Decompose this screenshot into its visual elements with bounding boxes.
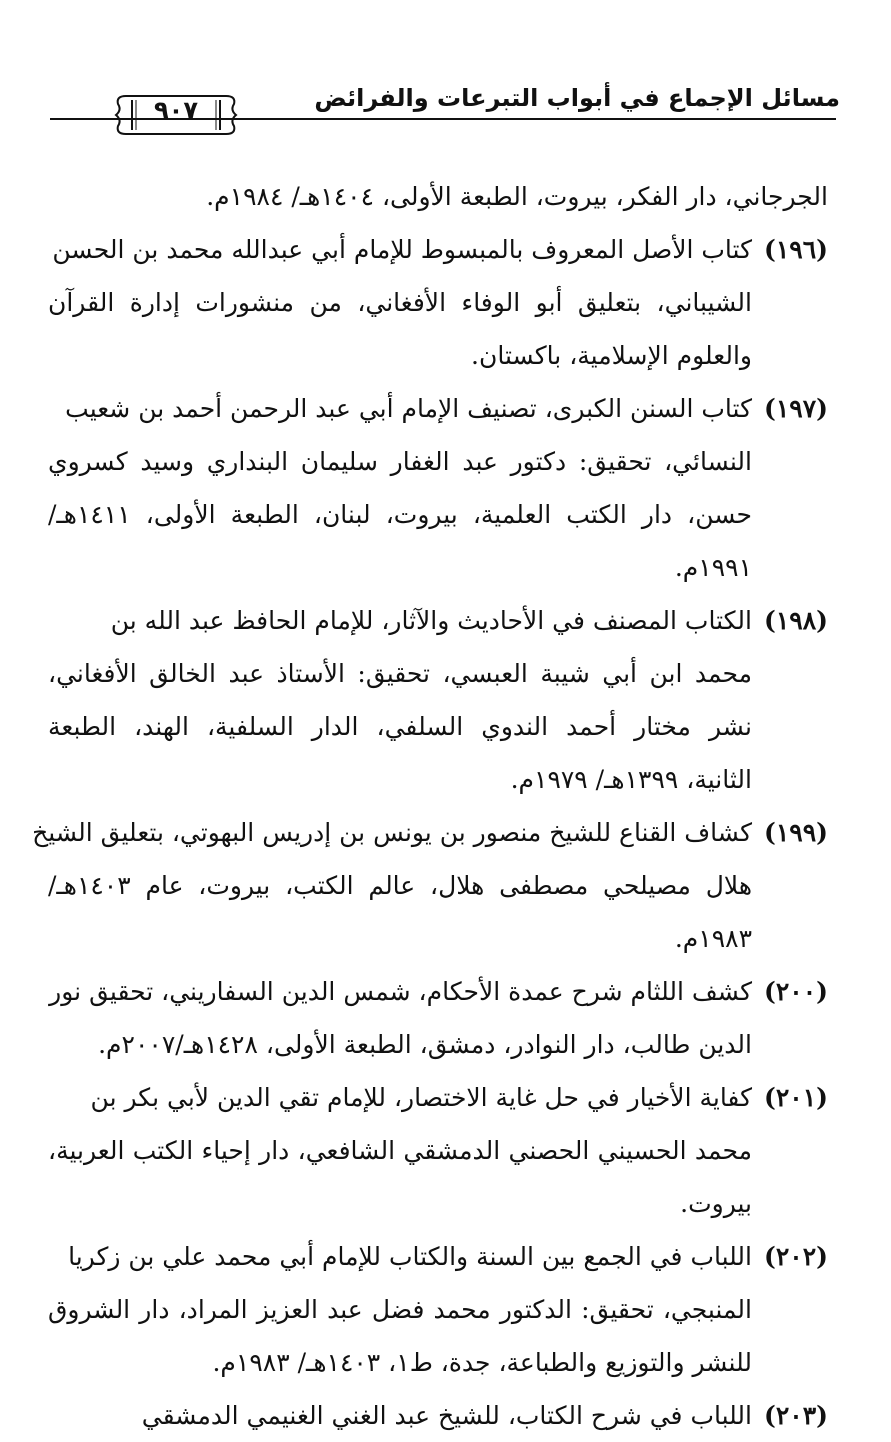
bibliography-entry bbox=[48, 594, 828, 806]
bibliography-entry bbox=[48, 223, 828, 382]
bibliography-entry bbox=[48, 1389, 828, 1442]
bibliography-entry bbox=[48, 382, 828, 594]
entry-first-line bbox=[48, 382, 828, 435]
bibliography-entry bbox=[48, 1230, 828, 1389]
entry-text-line: للنشر والتوزيع والطباعة، جدة، ط١، ١٤٠٣هـ/ ١٩٨٣م. bbox=[212, 1348, 752, 1377]
entry-number: (١٩٦) bbox=[764, 235, 828, 264]
entry-text-line: كتاب السنن الكبرى، تصنيف الإمام أبي عبد الرحمن أحمد بن شعيب bbox=[65, 394, 752, 423]
entry-number: (١٩٨) bbox=[764, 606, 828, 635]
entry-text-line: محمد الحسيني الحصني الدمشقي الشافعي، دار إحياء الكتب العربية، bbox=[48, 1136, 752, 1165]
entry-text-line: الكتاب المصنف في الأحاديث والآثار، للإمام الحافظ عبد الله بن bbox=[110, 606, 752, 635]
entry-continuation bbox=[48, 1283, 828, 1389]
entry-first-line bbox=[48, 594, 828, 647]
running-header bbox=[50, 70, 840, 130]
entry-text-line: كشاف القناع للشيخ منصور بن يونس بن إدريس البهوتي، بتعليق الشيخ bbox=[32, 818, 752, 847]
entry-first-line bbox=[48, 1389, 828, 1442]
entry-first-line bbox=[48, 1071, 828, 1124]
entry-text-line: ١٩٨٣م. bbox=[674, 924, 752, 953]
bibliography-entry bbox=[48, 965, 828, 1071]
entry-continuation bbox=[48, 859, 828, 965]
entry-number: (٢٠٣) bbox=[764, 1401, 828, 1430]
header-title: مسائل الإجماع في أبواب التبرعات والفرائض bbox=[314, 84, 840, 112]
entry-number: (١٩٩) bbox=[764, 818, 828, 847]
entry-continuation bbox=[48, 435, 828, 594]
entry-text-line: هلال مصيلحي مصطفى هلال، عالم الكتب، بيروت، عام ١٤٠٣هـ/ bbox=[48, 871, 752, 900]
entry-text-line: محمد ابن أبي شيبة العبسي، تحقيق: الأستاذ عبد الخالق الأفغاني، bbox=[48, 659, 752, 688]
entry-text-line: والعلوم الإسلامية، باكستان. bbox=[471, 341, 752, 370]
entry-number: (٢٠٠) bbox=[764, 977, 828, 1006]
entry-first-line bbox=[48, 223, 828, 276]
entry-first-line bbox=[48, 965, 828, 1018]
entry-text-line: الدين طالب، دار النوادر، دمشق، الطبعة الأولى، ١٤٢٨هـ/٢٠٠٧م. bbox=[98, 1030, 752, 1059]
continuation-line: الجرجاني، دار الفكر، بيروت، الطبعة الأولى، ١٤٠٤هـ/ ١٩٨٤م. bbox=[206, 182, 828, 211]
entry-number: (١٩٧) bbox=[764, 394, 828, 423]
entry-text-line: كشف اللثام شرح عمدة الأحكام، شمس الدين السفاريني، تحقيق نور bbox=[49, 977, 752, 1006]
entry-text-line: اللباب في الجمع بين السنة والكتاب للإمام أبي محمد علي بن زكريا bbox=[68, 1242, 752, 1271]
entry-continuation bbox=[48, 1018, 828, 1071]
entry-continuation bbox=[48, 647, 828, 806]
page-number: ٩٠٧ bbox=[154, 96, 198, 124]
entry-continuation bbox=[48, 1124, 828, 1230]
entry-number: (٢٠١) bbox=[764, 1083, 828, 1112]
entry-text-line: كتاب الأصل المعروف بالمبسوط للإمام أبي عبدالله محمد بن الحسن bbox=[52, 235, 752, 264]
entry-text-line: ١٩٩١م. bbox=[674, 553, 752, 582]
entry-number: (٢٠٢) bbox=[764, 1242, 828, 1271]
entry-text-line: الثانية، ١٣٩٩هـ/ ١٩٧٩م. bbox=[510, 765, 752, 794]
entry-first-line bbox=[32, 806, 828, 859]
entry-text-line: بيروت. bbox=[680, 1189, 752, 1218]
entry-text-line: المنبجي، تحقيق: الدكتور محمد فضل عبد العزيز المراد، دار الشروق bbox=[48, 1295, 752, 1324]
entry-text-line: حسن، دار الكتب العلمية، بيروت، لبنان، الطبعة الأولى، ١٤١١هـ/ bbox=[48, 500, 752, 529]
entry-text-line: الشيباني، بتعليق أبو الوفاء الأفغاني، من منشورات إدارة القرآن bbox=[48, 288, 752, 317]
entry-first-line bbox=[48, 1230, 828, 1283]
bibliography-list bbox=[32, 170, 828, 1442]
entry-text-line: النسائي، تحقيق: دكتور عبد الغفار سليمان البنداري وسيد كسروي bbox=[48, 447, 752, 476]
bibliography-entry bbox=[32, 806, 828, 965]
entry-text-line: اللباب في شرح الكتاب، للشيخ عبد الغني الغنيمي الدمشقي bbox=[141, 1401, 752, 1430]
bibliography-entry bbox=[48, 1071, 828, 1230]
page-number-badge bbox=[112, 90, 240, 140]
entry-text-line: نشر مختار أحمد الندوي السلفي، الدار السلفية، الهند، الطبعة bbox=[48, 712, 752, 741]
entry-continuation bbox=[48, 276, 828, 382]
entry-text-line: كفاية الأخيار في حل غاية الاختصار، للإمام تقي الدين لأبي بكر بن bbox=[90, 1083, 752, 1112]
